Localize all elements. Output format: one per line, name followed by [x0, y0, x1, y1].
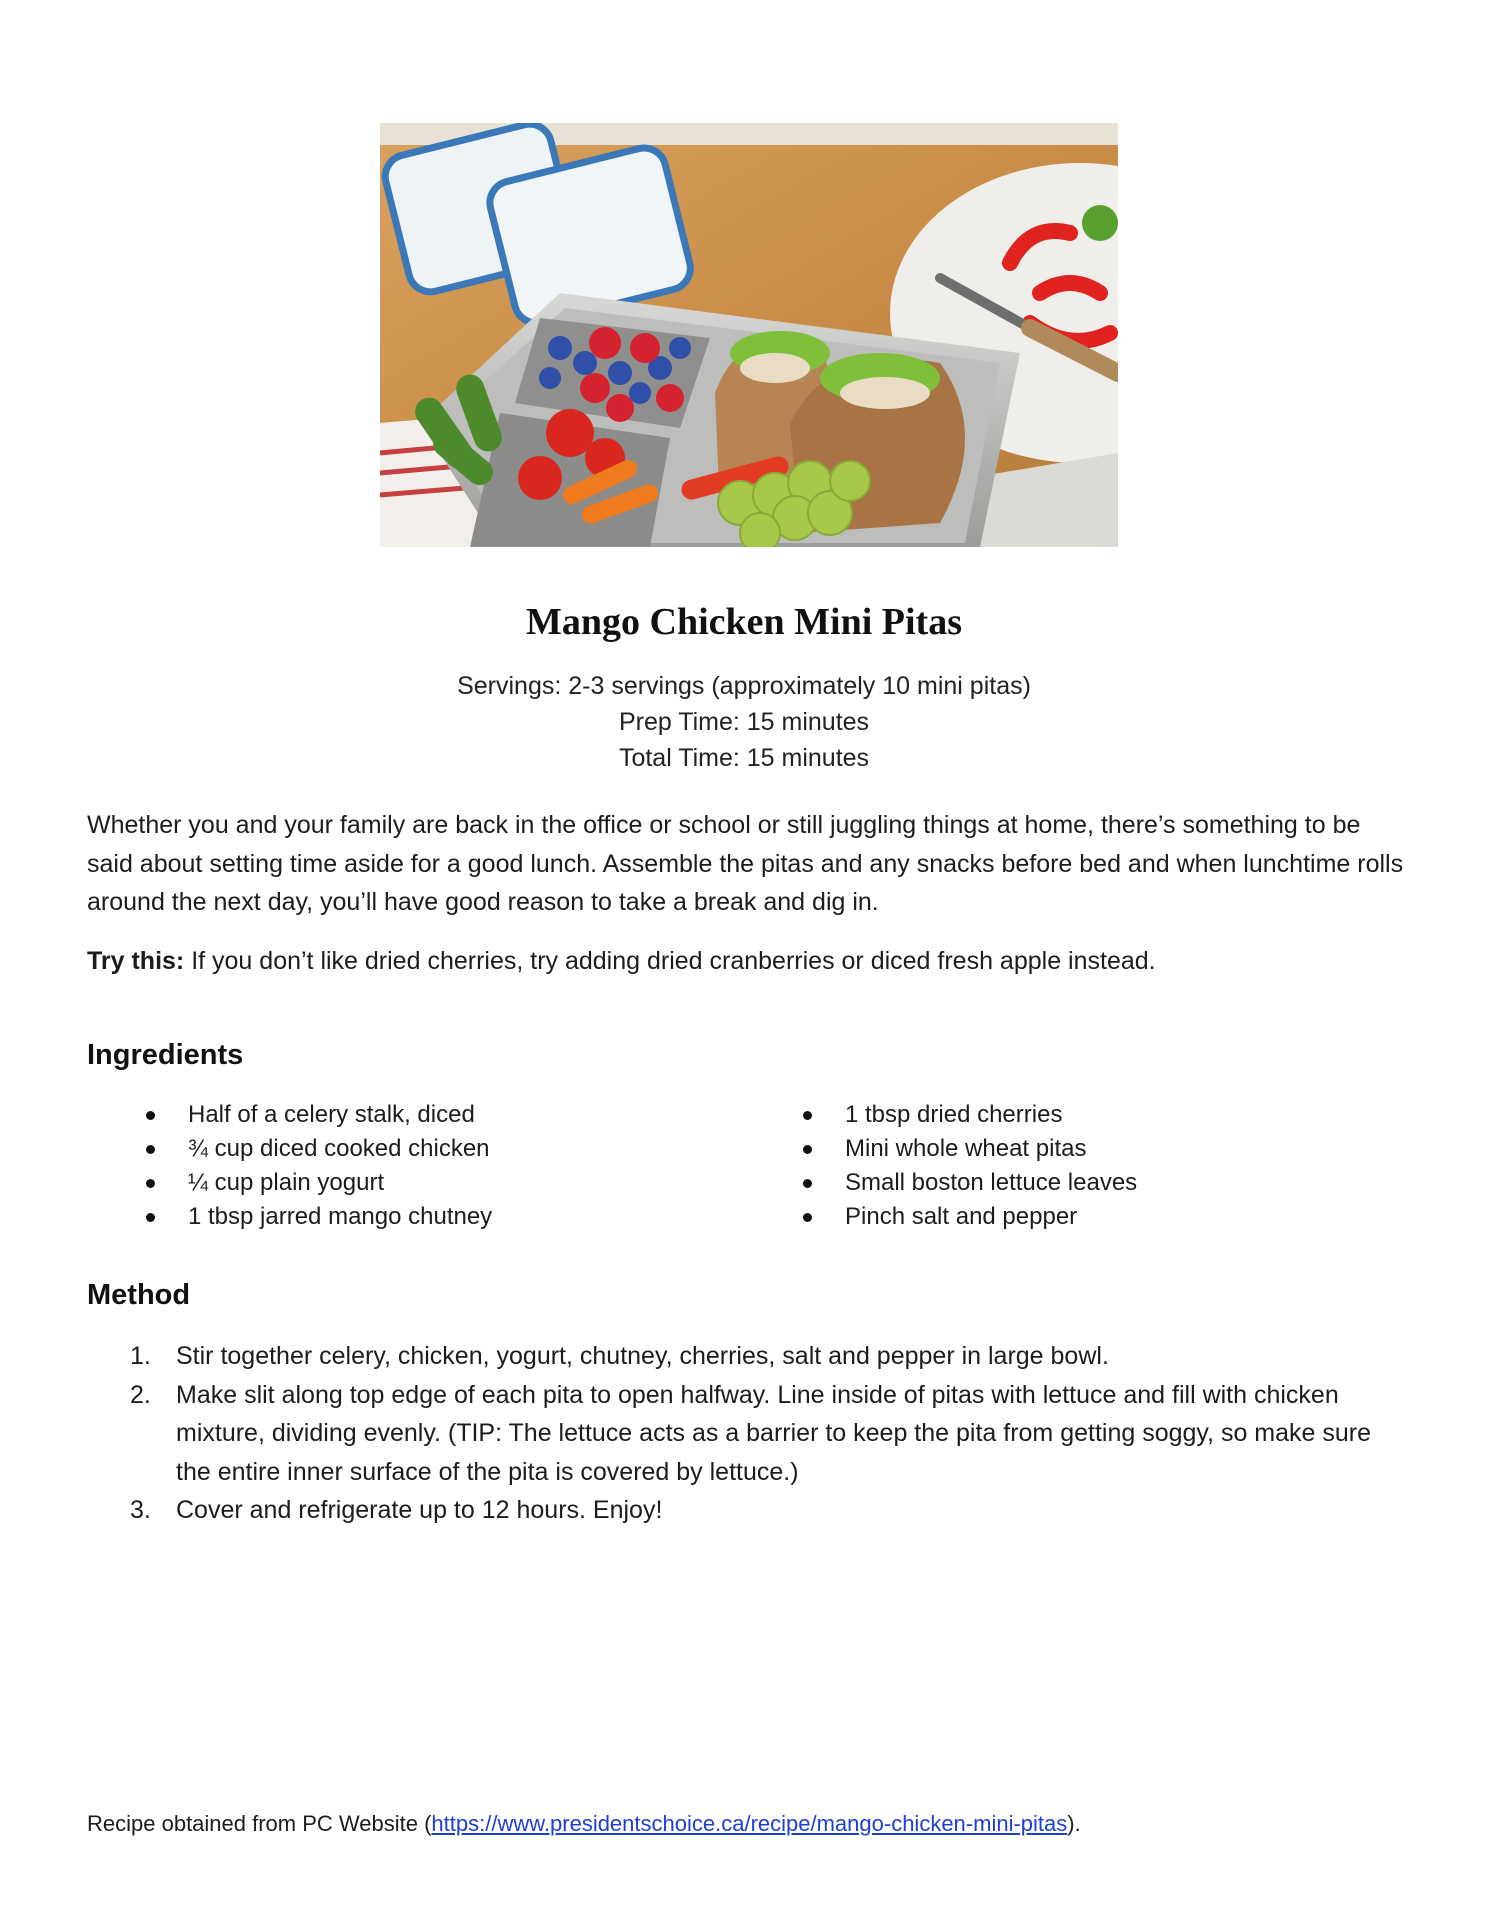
recipe-photo: [380, 123, 1118, 547]
list-item: ¾ cup diced cooked chicken: [146, 1132, 492, 1166]
total-time-text: Total Time: 15 minutes: [618, 744, 870, 772]
recipe-title: Mango Chicken Mini Pitas: [526, 601, 962, 643]
recipe-meta: [0, 668, 1488, 776]
list-item: Pinch salt and pepper: [803, 1200, 1137, 1234]
method-heading: Method: [87, 1279, 191, 1311]
source-footer: [87, 1809, 1081, 1839]
method-steps: [130, 1337, 1410, 1530]
footer-suffix: ).: [1067, 1811, 1081, 1836]
list-item: Mini whole wheat pitas: [803, 1132, 1137, 1166]
ingredients-list-right: [803, 1098, 1137, 1234]
prep-time-text: Prep Time: 15 minutes: [618, 708, 870, 736]
step-number: 2.: [130, 1380, 151, 1409]
method-step: [130, 1491, 1410, 1530]
ingredients-heading: Ingredients: [87, 1039, 244, 1071]
method-step: [130, 1376, 1410, 1492]
list-item: Small boston lettuce leaves: [803, 1166, 1137, 1200]
list-item: 1 tbsp jarred mango chutney: [146, 1200, 492, 1234]
step-number: 1.: [130, 1342, 151, 1370]
source-link[interactable]: https://www.presidentschoice.ca/recipe/mango-chicken-mini-pitas: [431, 1811, 1068, 1836]
lunchbox-photo: [380, 123, 1118, 547]
list-item: Half of a celery stalk, diced: [146, 1098, 492, 1132]
step-text: Make slit along top edge of each pita to open halfway. Line inside of pitas with lettuce and fill with chicken mixture, dividing evenly. (TIP: The lettuce acts as a barrier to keep the pita from getting soggy, so make sure the entire inner surface of the pita is covered by lettuce.): [176, 1380, 1372, 1486]
recipe-intro: Whether you and your family are back in the office or school or still juggling things at home, there’s something to be said about setting time aside for a good lunch. Assemble the pitas and any snacks before bed and when lunchtime rolls around the next day, you’ll have good reason to take a break and dig in.: [87, 811, 1404, 916]
step-text: Cover and refrigerate up to 12 hours. Enjoy!: [176, 1496, 663, 1524]
ingredients-list-left: [146, 1098, 492, 1234]
servings-text: Servings: 2-3 servings (approximately 10 mini pitas): [457, 672, 1031, 700]
tip-label: Try this:: [87, 947, 185, 975]
method-step: [130, 1337, 1410, 1376]
recipe-tip: [87, 942, 1407, 980]
tip-text: If you don’t like dried cherries, try adding dried cranberries or diced fresh apple instead.: [184, 947, 1156, 975]
step-text: Stir together celery, chicken, yogurt, chutney, cherries, salt and pepper in large bowl.: [176, 1342, 1109, 1370]
step-number: 3.: [130, 1496, 151, 1524]
list-item: ¼ cup plain yogurt: [146, 1166, 492, 1200]
list-item: 1 tbsp dried cherries: [803, 1098, 1137, 1132]
footer-prefix: Recipe obtained from PC Website (: [87, 1811, 432, 1836]
